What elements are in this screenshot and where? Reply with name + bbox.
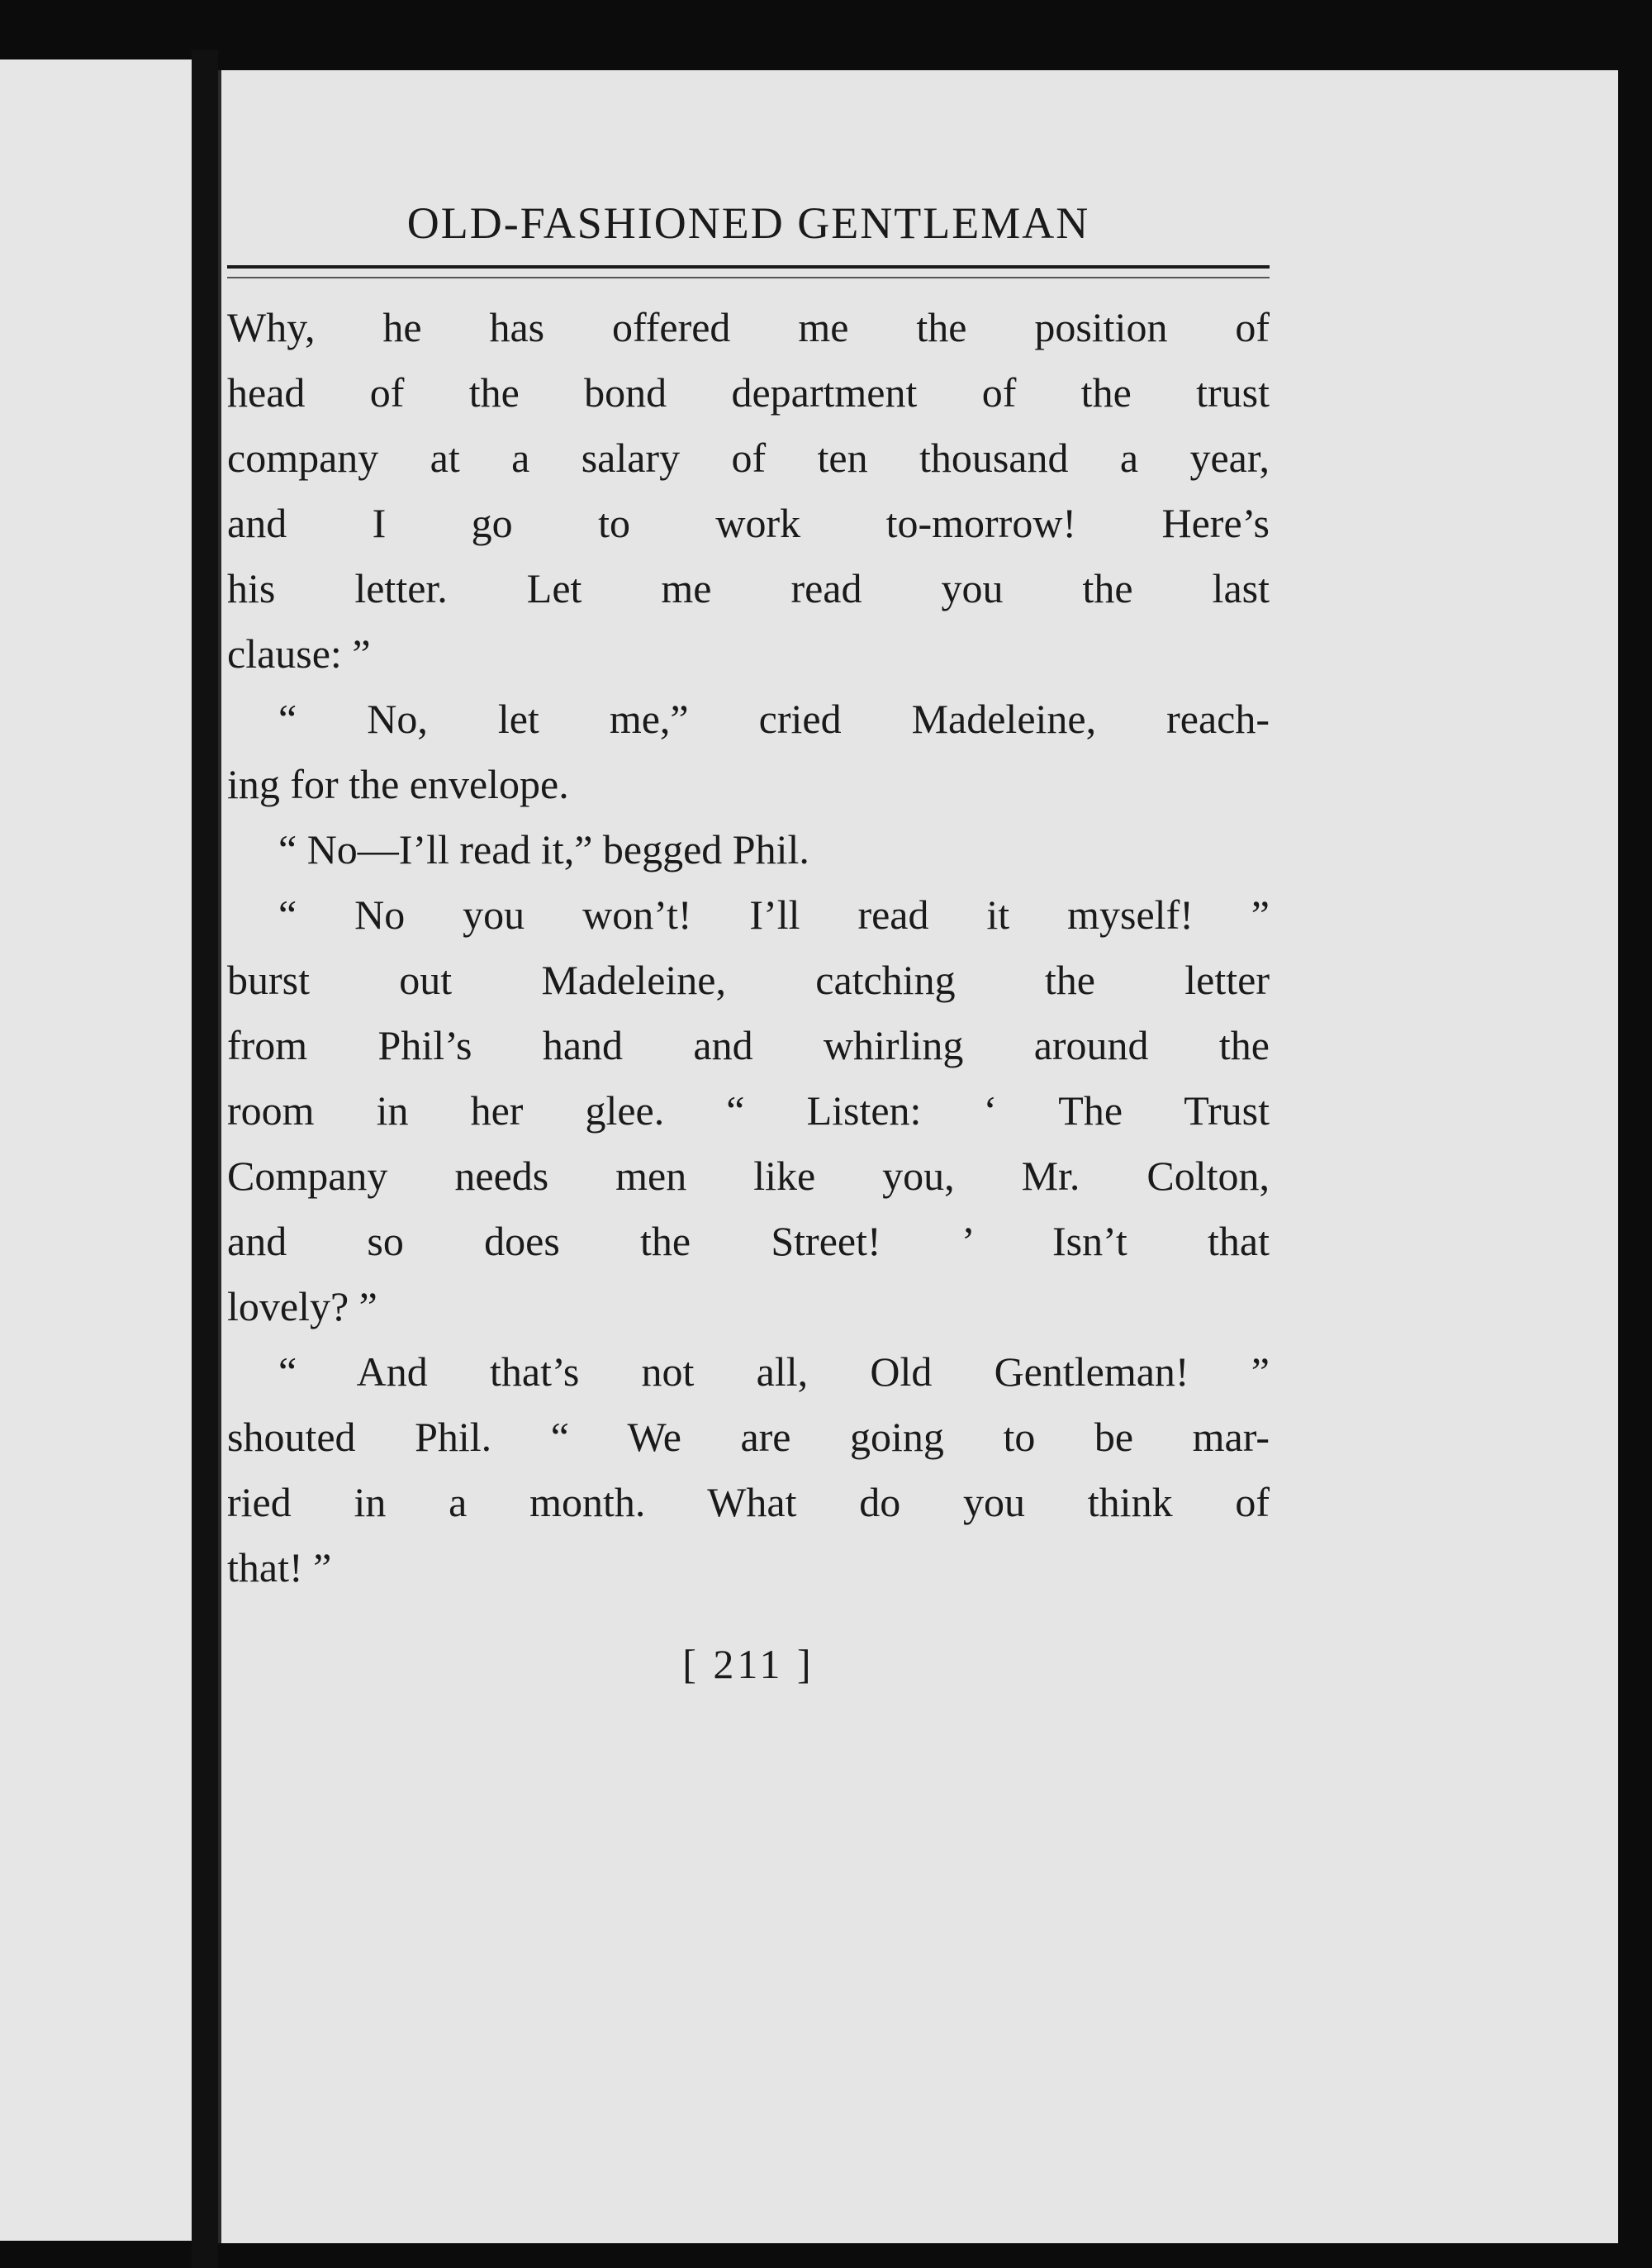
text-line: head of the bond department of the trust [227, 369, 1270, 416]
text-line: “ And that’s not all, Old Gentleman! ” [278, 1348, 1270, 1395]
text-line: ried in a month. What do you think of [227, 1479, 1270, 1525]
text-line: burst out Madeleine, catching the letter [227, 957, 1270, 1003]
text-line: company at a salary of ten thousand a year, [227, 435, 1270, 481]
header-rule [227, 265, 1270, 278]
running-head: OLD-FASHIONED GENTLEMAN [406, 198, 1090, 248]
text-line: clause: ” [227, 630, 371, 677]
text-line: Company needs men like you, Mr. Colton, [227, 1153, 1270, 1199]
text-line: ing for the envelope. [227, 761, 569, 807]
text-line: lovely? ” [227, 1283, 377, 1329]
text-line: Why, he has offered me the position of [227, 304, 1270, 350]
text-line: room in her glee. “ Listen: ‘ The Trust [227, 1087, 1270, 1134]
page-text-block [227, 194, 1270, 1688]
text-line: “ No—I’ll read it,” begged Phil. [278, 826, 809, 872]
book-gutter [192, 50, 218, 2268]
text-line: that! ” [227, 1544, 332, 1590]
body-text [227, 295, 1270, 1600]
page-number: [ 211 ] [682, 1641, 814, 1687]
scan-border [1618, 50, 1652, 2268]
facing-page-edge [0, 59, 192, 2241]
text-line: shouted Phil. “ We are going to be mar- [227, 1414, 1270, 1460]
text-line: and so does the Street! ’ Isn’t that [227, 1218, 1270, 1264]
text-line: “ No you won’t! I’ll read it myself! ” [278, 892, 1270, 938]
text-line: his letter. Let me read you the last [227, 565, 1270, 611]
text-line: and I go to work to-morrow! Here’s [227, 500, 1270, 546]
text-line: “ No, let me,” cried Madeleine, reach- [278, 696, 1270, 742]
text-line: from Phil’s hand and whirling around the [227, 1022, 1270, 1068]
